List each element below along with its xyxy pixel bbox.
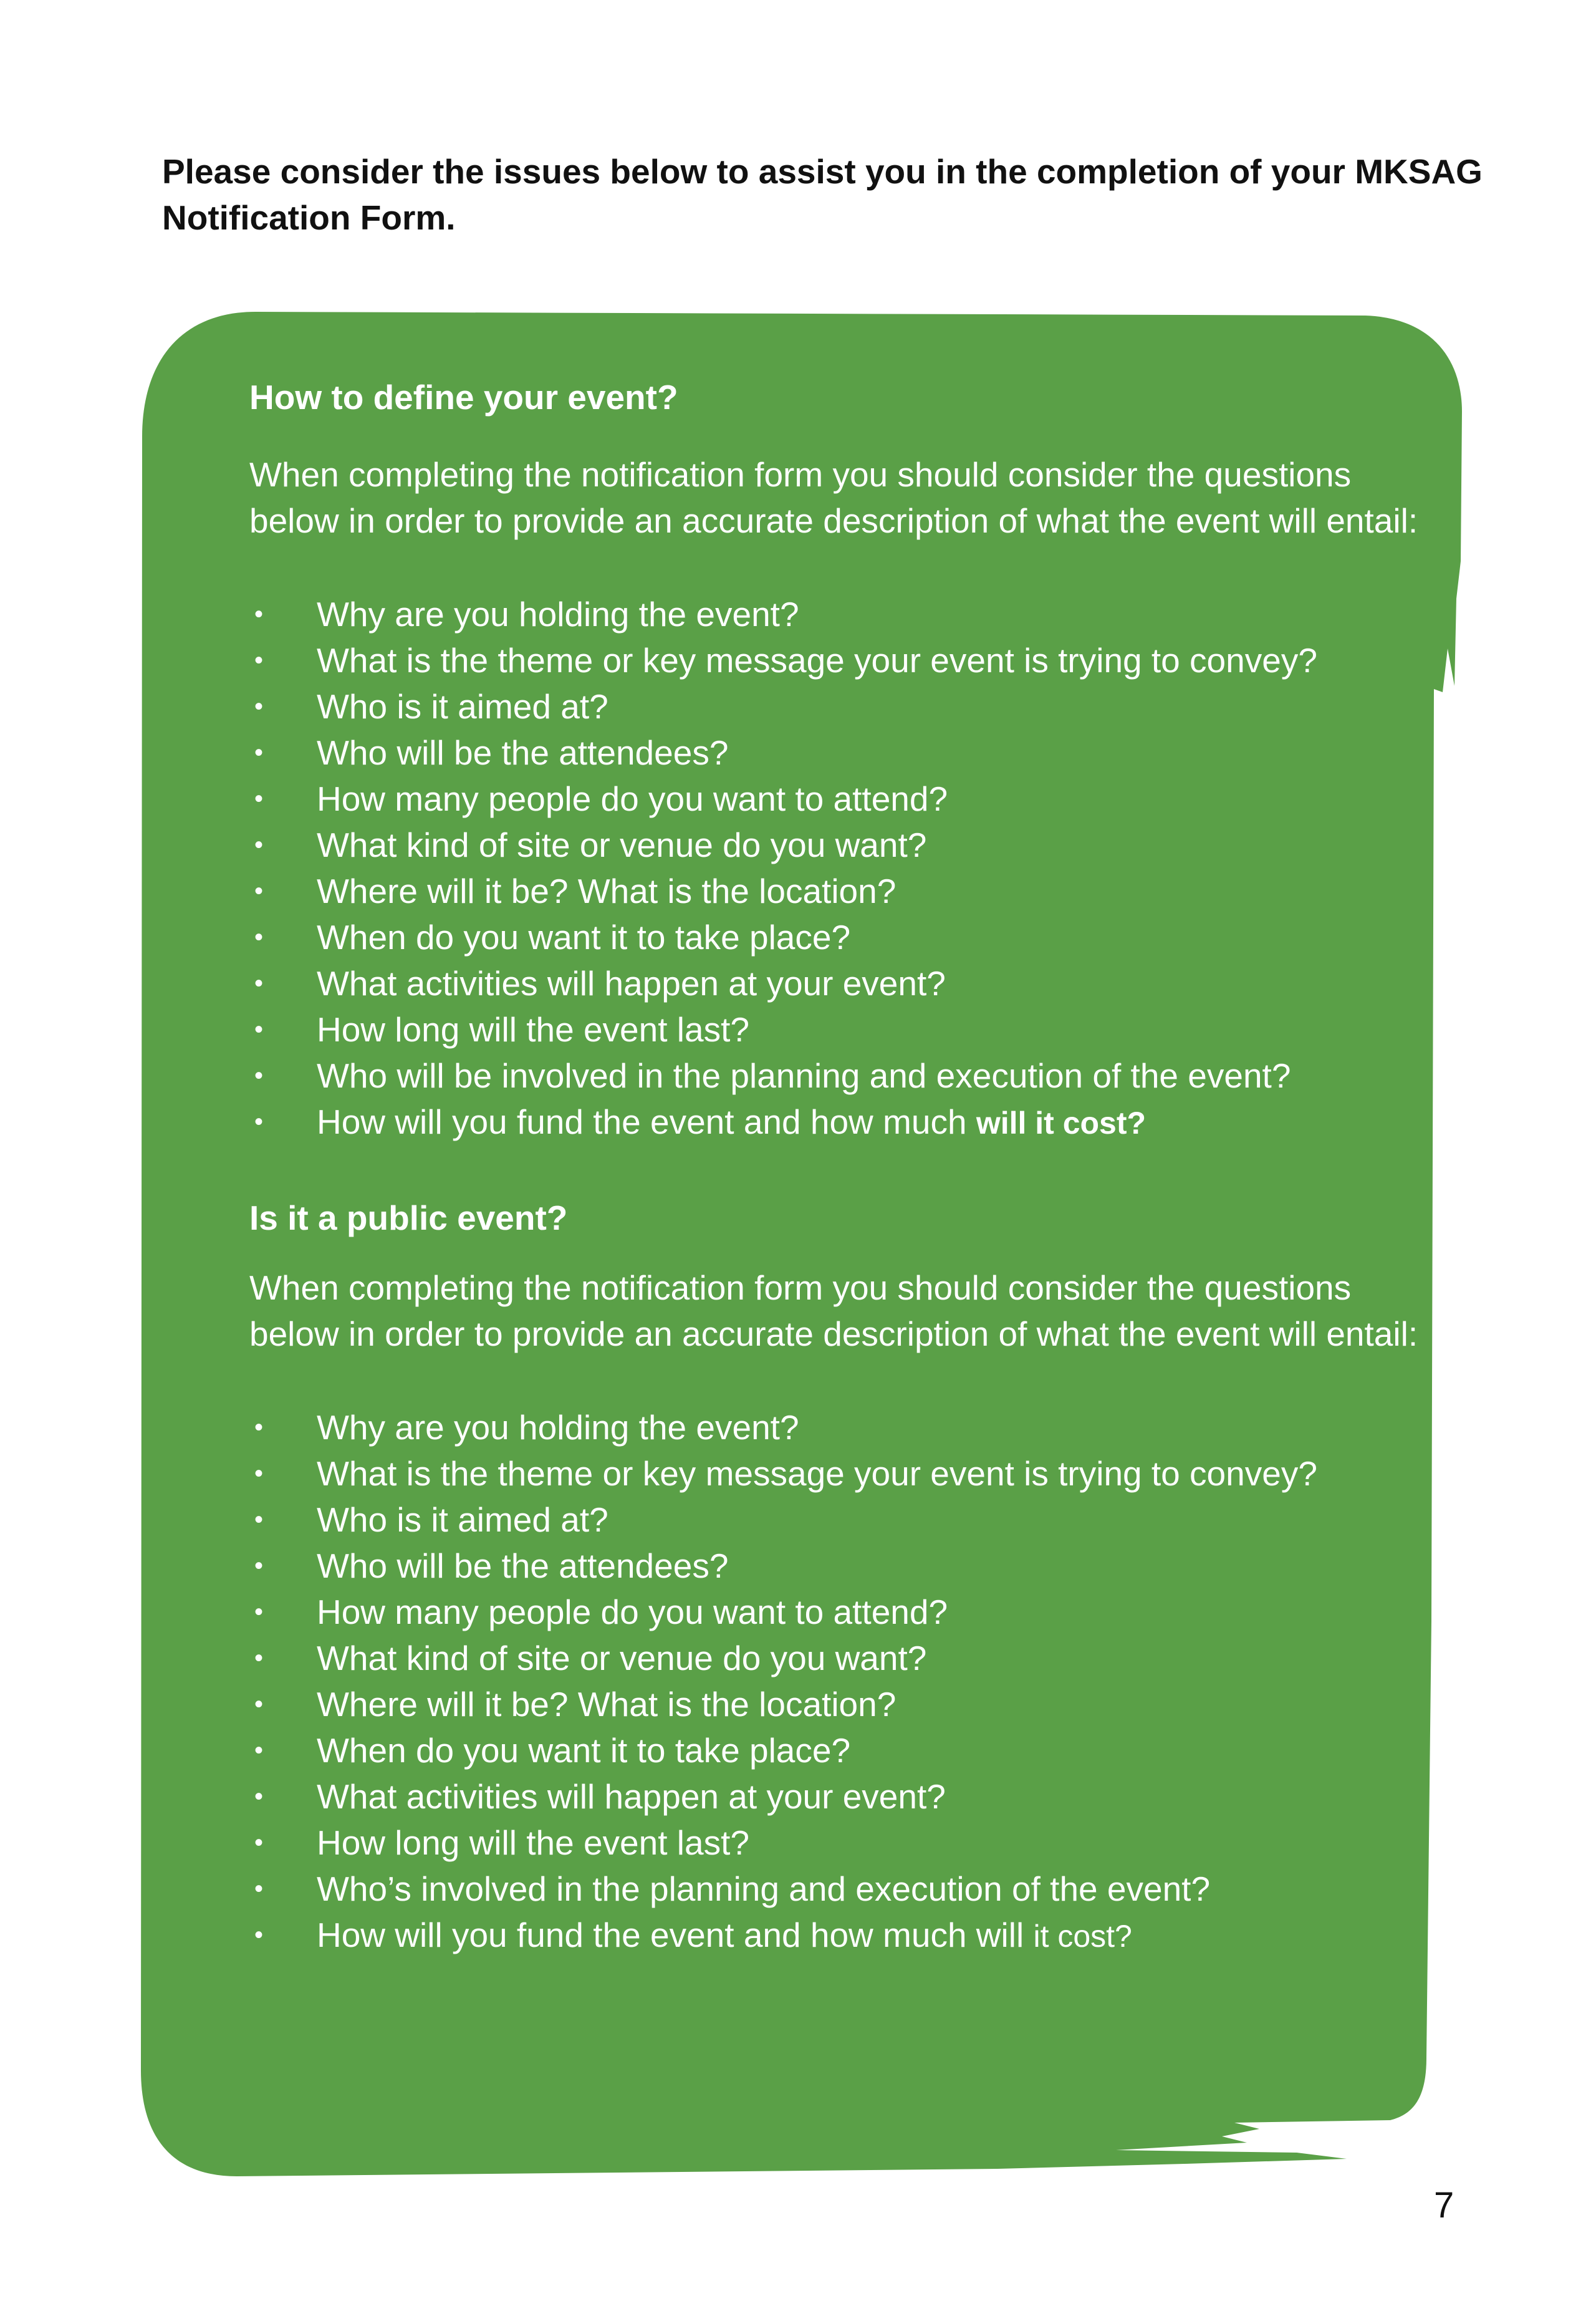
- list-item-text: Who’s involved in the planning and execution of the event?: [317, 1869, 1211, 1908]
- intro-text: Please consider the issues below to assist you in the completion of your MKSAG Notification Form.: [162, 152, 1483, 237]
- section1-intro: When completing the notification form you should consider the questions below in order to provide an accurate description of what the event will entail:: [249, 455, 1418, 540]
- list-item-text: Where will it be? What is the location?: [317, 1685, 897, 1724]
- list-item-text: What is the theme or key message your event is trying to convey?: [317, 1454, 1317, 1493]
- list-item: [249, 683, 1421, 730]
- list-item-text: Who is it aimed at?: [317, 1500, 608, 1539]
- list-item-text: How long will the event last?: [317, 1823, 749, 1862]
- bullet-icon: •: [254, 1644, 263, 1672]
- bullet-icon: •: [254, 1691, 263, 1718]
- list-item-text: Who will be the attendees?: [317, 733, 729, 772]
- section2-question-list: [249, 1404, 1421, 1958]
- bullet-icon: •: [254, 970, 263, 997]
- bullet-icon: •: [254, 647, 263, 674]
- list-item-emphasis: will it cost?: [976, 1106, 1147, 1141]
- list-item: [249, 1820, 1421, 1866]
- bullet-icon: •: [254, 1598, 263, 1626]
- list-item: [249, 1681, 1421, 1727]
- list-item-text: Who will be the attendees?: [317, 1546, 729, 1585]
- bullet-icon: •: [254, 1062, 263, 1089]
- bullet-icon: •: [254, 1108, 263, 1136]
- list-item-text: What activities will happen at your event?: [317, 964, 946, 1003]
- list-item-text: How long will the event last?: [317, 1010, 749, 1049]
- bullet-icon: •: [254, 1829, 263, 1856]
- list-item: [249, 868, 1421, 914]
- bullet-icon: •: [254, 831, 263, 859]
- list-item: [249, 1635, 1421, 1681]
- list-item: [249, 1404, 1421, 1450]
- section2-intro: When completing the notification form you should consider the questions below in order to provide an accurate description of what the event will entail:: [249, 1268, 1418, 1353]
- bullet-icon: •: [254, 1737, 263, 1764]
- list-item: [249, 1497, 1421, 1543]
- bullet-icon: •: [254, 924, 263, 951]
- list-item-text: How will you fund the event and how much will: [317, 1916, 1034, 1954]
- list-item-text: What kind of site or venue do you want?: [317, 826, 927, 864]
- list-item-text: What activities will happen at your event?: [317, 1777, 946, 1816]
- page-number: 7: [1434, 2185, 1454, 2226]
- list-item: [249, 822, 1421, 868]
- list-item-text: Where will it be? What is the location?: [317, 872, 897, 910]
- bullet-icon: •: [254, 1921, 263, 1949]
- list-item: [249, 960, 1421, 1006]
- list-item: [249, 1727, 1421, 1773]
- list-item-text: What kind of site or venue do you want?: [317, 1639, 927, 1677]
- list-item-text: Who will be involved in the planning and execution of the event?: [317, 1056, 1291, 1095]
- list-item: [249, 1099, 1421, 1145]
- list-item: [249, 1589, 1421, 1635]
- bullet-icon: •: [254, 601, 263, 628]
- list-item: [249, 591, 1421, 637]
- list-item-text: Why are you holding the event?: [317, 595, 799, 634]
- list-item: [249, 1450, 1421, 1497]
- list-item: [249, 1912, 1421, 1958]
- list-item-text: How will you fund the event and how much: [317, 1102, 976, 1141]
- bullet-icon: •: [254, 1414, 263, 1441]
- list-item: [249, 637, 1421, 683]
- panel-content: [249, 374, 1421, 1958]
- bullet-icon: •: [254, 1875, 263, 1903]
- list-item-text: When do you want it to take place?: [317, 1731, 851, 1770]
- section1-question-list: [249, 591, 1421, 1145]
- section1-title: How to define your event?: [249, 378, 678, 417]
- list-item-text: What is the theme or key message your event is trying to convey?: [317, 641, 1317, 680]
- list-item: [249, 776, 1421, 822]
- bullet-icon: •: [254, 1460, 263, 1487]
- list-item: [249, 1773, 1421, 1820]
- list-item-text: When do you want it to take place?: [317, 918, 851, 957]
- section2-title: Is it a public event?: [249, 1199, 568, 1237]
- list-item-text: How many people do you want to attend?: [317, 779, 948, 818]
- list-item: [249, 1866, 1421, 1912]
- bullet-icon: •: [254, 1783, 263, 1810]
- bullet-icon: •: [254, 1552, 263, 1580]
- bullet-icon: •: [254, 877, 263, 905]
- bullet-icon: •: [254, 1506, 263, 1533]
- bullet-icon: •: [254, 1016, 263, 1043]
- list-item-text: Who is it aimed at?: [317, 687, 608, 726]
- list-item-text: How many people do you want to attend?: [317, 1593, 948, 1631]
- bullet-icon: •: [254, 739, 263, 766]
- list-item: [249, 1543, 1421, 1589]
- list-item: [249, 1053, 1421, 1099]
- list-item-tail: it cost?: [1033, 1919, 1132, 1954]
- list-item: [249, 1006, 1421, 1053]
- list-item: [249, 730, 1421, 776]
- bullet-icon: •: [254, 693, 263, 720]
- bullet-icon: •: [254, 785, 263, 813]
- list-item-text: Why are you holding the event?: [317, 1408, 799, 1447]
- list-item: [249, 914, 1421, 960]
